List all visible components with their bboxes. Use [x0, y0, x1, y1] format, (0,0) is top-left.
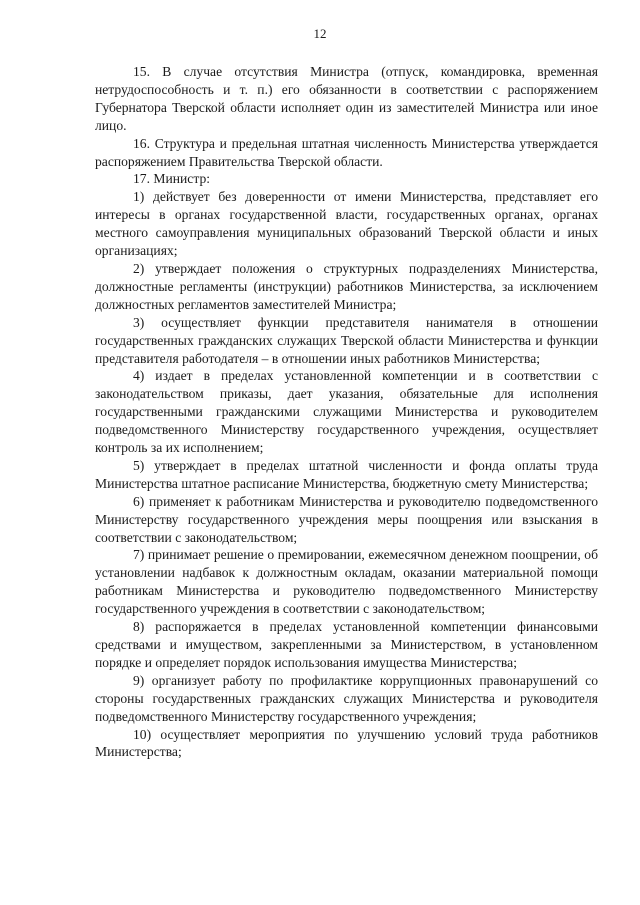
document-body [95, 63, 598, 761]
list-item-6: 6) применяет к работникам Министерства и руководителю подведомственного Министерству государственного учреждения меры поощрения или взыскания в соответствии с законодательством; [95, 493, 598, 545]
list-item-4: 4) издает в пределах установленной компетенции и в соответствии с законодательством приказы, дает указания, обязательные для исполнения государственными гражданскими служащими Министерства и руководителем подведомственного Министерству государственного учреждения, осуществляет контроль за их исполнением; [95, 368, 598, 456]
page-number: 12 [313, 26, 327, 41]
list-item-10: 10) осуществляет мероприятия по улучшению условий труда работников Министерства; [95, 726, 598, 760]
paragraph-15: 15. В случае отсутствия Министра (отпуск, командировка, временная нетрудоспособность и т. п.) его обязанности в соответствии с распоряжением Губернатора Тверской области исполняет один из заместителей Министра или иное лицо. [95, 64, 598, 133]
list-item-1: 1) действует без доверенности от имени Министерства, представляет его интересы в органах государственной власти, государственных органах, органах местного самоуправления муниципальных образований Тверской области и иных организациях; [95, 189, 598, 259]
list-item-9: 9) организует работу по профилактике коррупционных правонарушений со стороны государственных гражданских служащих Министерства и руководителя подведомственного Министерству государственного учреждения; [95, 672, 598, 724]
list-item-3: 3) осуществляет функции представителя нанимателя в отношении государственных гражданских служащих Тверской области Министерства и функции представителя работодателя – в отношении иных работников Министерства; [95, 314, 598, 366]
paragraph-17: 17. Министр: [133, 171, 211, 187]
list-item-2: 2) утверждает положения о структурных подразделениях Министерства, должностные регламенты (инструкции) работников Министерства, за исключением должностных регламентов заместителей Министра; [95, 260, 598, 312]
list-item-8: 8) распоряжается в пределах установленной компетенции финансовыми средствами и имуществом, закрепленными за Министерством, в установленном порядке и определяет порядок использования имущества Министерства; [95, 619, 598, 670]
paragraph-16: 16. Структура и предельная штатная численность Министерства утверждается распоряжением Правительства Тверской области. [95, 135, 598, 169]
list-item-7: 7) принимает решение о премировании, ежемесячном денежном поощрении, об установлении надбавок к должностным окладам, оказании материальной помощи работникам Министерства и руководителю подведомственного Министерству государственного учреждения в соответствии с законодательством; [95, 547, 598, 617]
list-item-5: 5) утверждает в пределах штатной численности и фонда оплаты труда Министерства штатное расписание Министерства, бюджетную смету Министерства; [95, 457, 598, 491]
